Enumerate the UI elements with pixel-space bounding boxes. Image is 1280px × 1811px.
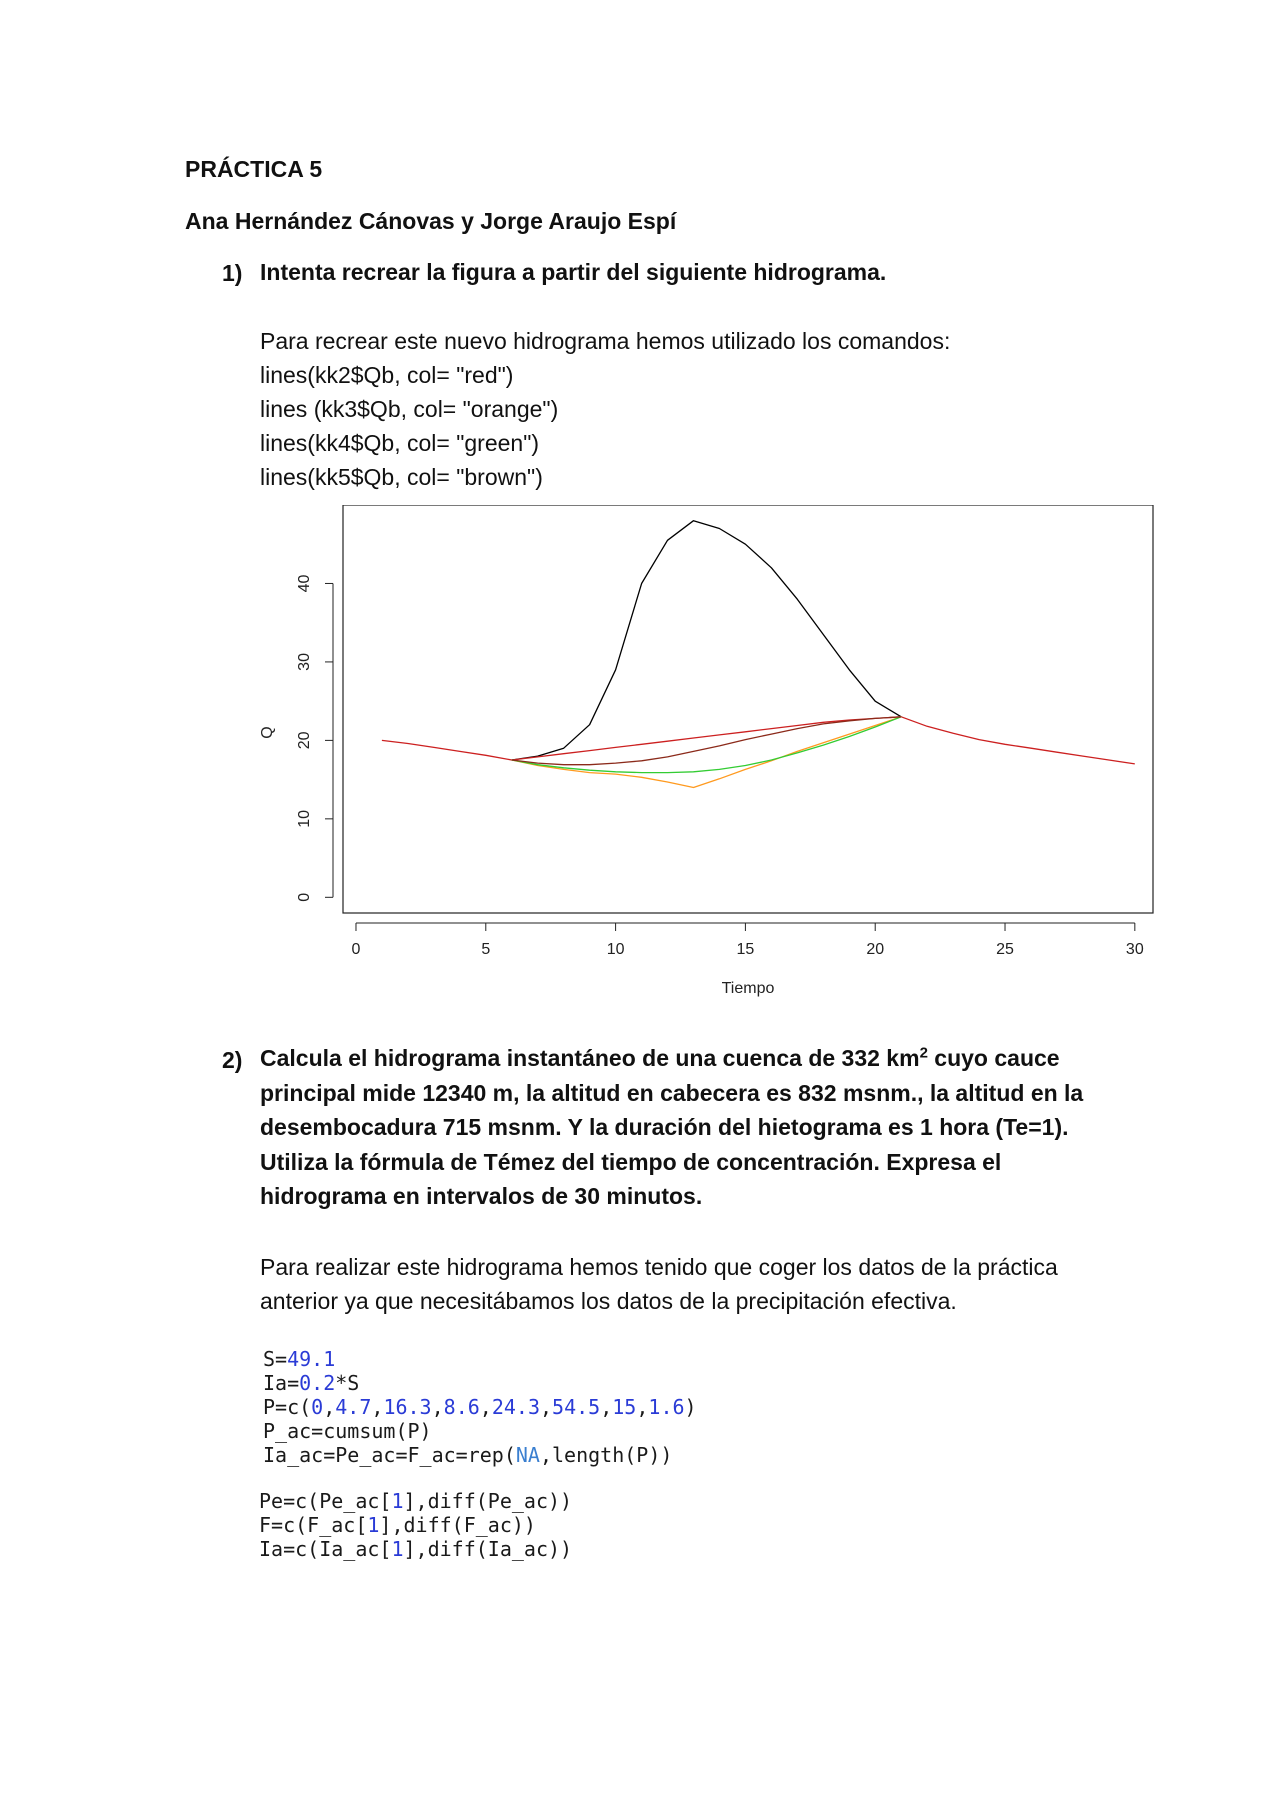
code-token: , — [636, 1395, 649, 1419]
code-block-setup — [263, 1347, 697, 1467]
code-token: , — [431, 1395, 444, 1419]
y-tick-label: 40 — [296, 574, 313, 593]
code-token: 1.6 — [648, 1395, 685, 1419]
command-line: lines(kk2$Qb, col= "red") — [260, 362, 514, 388]
series-line-kk2-qb — [382, 717, 1135, 764]
question-2-line — [260, 1041, 1083, 1076]
code-token: , — [540, 1395, 553, 1419]
x-tick-label: 15 — [736, 941, 755, 958]
question-2-text-part: cuyo cauce — [927, 1045, 1060, 1071]
code-token: ],diff(Ia_ac)) — [403, 1537, 573, 1561]
code-token: P=c( — [263, 1395, 312, 1419]
code-token: ],diff(F_ac)) — [379, 1513, 536, 1537]
code-token: 0 — [311, 1395, 324, 1419]
y-tick-label: 30 — [296, 653, 313, 671]
series-line-kk3-qb — [512, 717, 901, 788]
code-token: S= — [263, 1347, 288, 1371]
code-token: 1 — [391, 1489, 404, 1513]
question-2-text-part: principal mide 12340 m, la altitud en cabecera es 832 msnm., la altitud en la — [260, 1079, 1084, 1106]
command-line: lines(kk4$Qb, col= "green") — [260, 430, 540, 456]
code-token: Ia_ac=Pe_ac=F_ac=rep( — [263, 1443, 516, 1467]
question-1-text: Intenta recrear la figura a partir del siguiente hidrograma. — [260, 259, 887, 285]
code-line — [263, 1347, 697, 1371]
code-token: 49.1 — [287, 1347, 336, 1371]
code-token: 24.3 — [491, 1395, 540, 1419]
y-axis-label: Q — [259, 726, 276, 739]
series-layer — [382, 521, 1135, 788]
code-line — [263, 1395, 697, 1419]
hydrograph-chart — [240, 505, 1170, 1010]
command-line: lines(kk5$Qb, col= "brown") — [260, 464, 543, 490]
code-token: F=c(F_ac[ — [259, 1513, 368, 1537]
x-tick-label: 0 — [351, 941, 361, 958]
code-line — [263, 1419, 697, 1443]
superscript: 2 — [919, 1044, 928, 1062]
code-token: 4.7 — [335, 1395, 372, 1419]
code-token: Pe=c(Pe_ac[ — [259, 1489, 392, 1513]
command-line: lines (kk3$Qb, col= "orange") — [260, 396, 559, 422]
code-line — [263, 1371, 697, 1395]
x-tick-label: 20 — [866, 941, 885, 958]
question-2-number: 2) — [222, 1047, 243, 1073]
code-token: NA — [515, 1443, 540, 1467]
series-line-q — [512, 521, 901, 760]
code-token: ],diff(Pe_ac)) — [403, 1489, 573, 1513]
code-line — [259, 1537, 572, 1561]
code-token: 16.3 — [383, 1395, 432, 1419]
question-2-line — [260, 1179, 1083, 1214]
code-token: 8.6 — [443, 1395, 480, 1419]
x-tick-label: 30 — [1125, 941, 1144, 958]
explanation-line: anterior ya que necesitábamos los datos de la precipitación efectiva. — [260, 1288, 957, 1314]
code-token: Ia=c(Ia_ac[ — [259, 1537, 392, 1561]
x-tick-label: 5 — [481, 941, 491, 958]
code-token: P_ac=cumsum(P) — [263, 1419, 432, 1443]
x-tick-label: 25 — [996, 941, 1014, 958]
code-token: 15 — [612, 1395, 637, 1419]
code-line — [259, 1513, 572, 1537]
question-1-number: 1) — [222, 260, 243, 286]
document-title: PRÁCTICA 5 — [185, 156, 323, 182]
x-tick-label: 10 — [606, 941, 625, 958]
question-2-text-part: Calcula el hidrograma instantáneo de una cuenca de 332 km — [260, 1045, 920, 1071]
question-2-text-part: Utiliza la fórmula de Témez del tiempo de concentración. Expresa el — [260, 1148, 1002, 1175]
code-token: 1 — [367, 1513, 380, 1537]
code-token: *S — [335, 1371, 360, 1395]
code-token: , — [371, 1395, 384, 1419]
answer-intro: Para recrear este nuevo hidrograma hemos utilizado los comandos: — [260, 328, 951, 354]
plot-frame — [343, 505, 1153, 913]
question-2-text-part: hidrograma en intervalos de 30 minutos. — [260, 1183, 703, 1209]
question-2-explanation — [260, 1250, 1058, 1318]
question-2-line — [260, 1145, 1083, 1180]
code-token: Ia= — [263, 1371, 300, 1395]
code-token: , — [600, 1395, 613, 1419]
question-1-answer — [260, 324, 950, 494]
code-line — [259, 1489, 572, 1513]
code-block-diff — [259, 1489, 572, 1561]
y-tick-label: 10 — [296, 809, 313, 828]
code-token: 54.5 — [552, 1395, 601, 1419]
axes — [296, 574, 1144, 958]
y-tick-label: 0 — [296, 892, 313, 902]
code-token: ) — [684, 1395, 697, 1419]
question-2-line — [260, 1110, 1083, 1145]
code-token: , — [479, 1395, 492, 1419]
question-2-text-part: desembocadura 715 msnm. Y la duración del hietograma es 1 hora (Te=1). — [260, 1114, 1069, 1140]
y-tick-label: 20 — [296, 731, 313, 750]
code-token: 1 — [391, 1537, 404, 1561]
code-token: , — [323, 1395, 336, 1419]
code-token: 0.2 — [299, 1371, 336, 1395]
series-line-kk5-qb — [512, 717, 901, 765]
code-token: ,length(P)) — [539, 1443, 673, 1467]
document-authors: Ana Hernández Cánovas y Jorge Araujo Espí — [185, 208, 677, 234]
explanation-line: Para realizar este hidrograma hemos tenido que coger los datos de la práctica — [260, 1254, 1058, 1280]
question-2-line — [260, 1076, 1083, 1111]
x-axis-label: Tiempo — [721, 980, 775, 997]
code-line — [263, 1443, 697, 1467]
question-2-text — [260, 1041, 1083, 1214]
